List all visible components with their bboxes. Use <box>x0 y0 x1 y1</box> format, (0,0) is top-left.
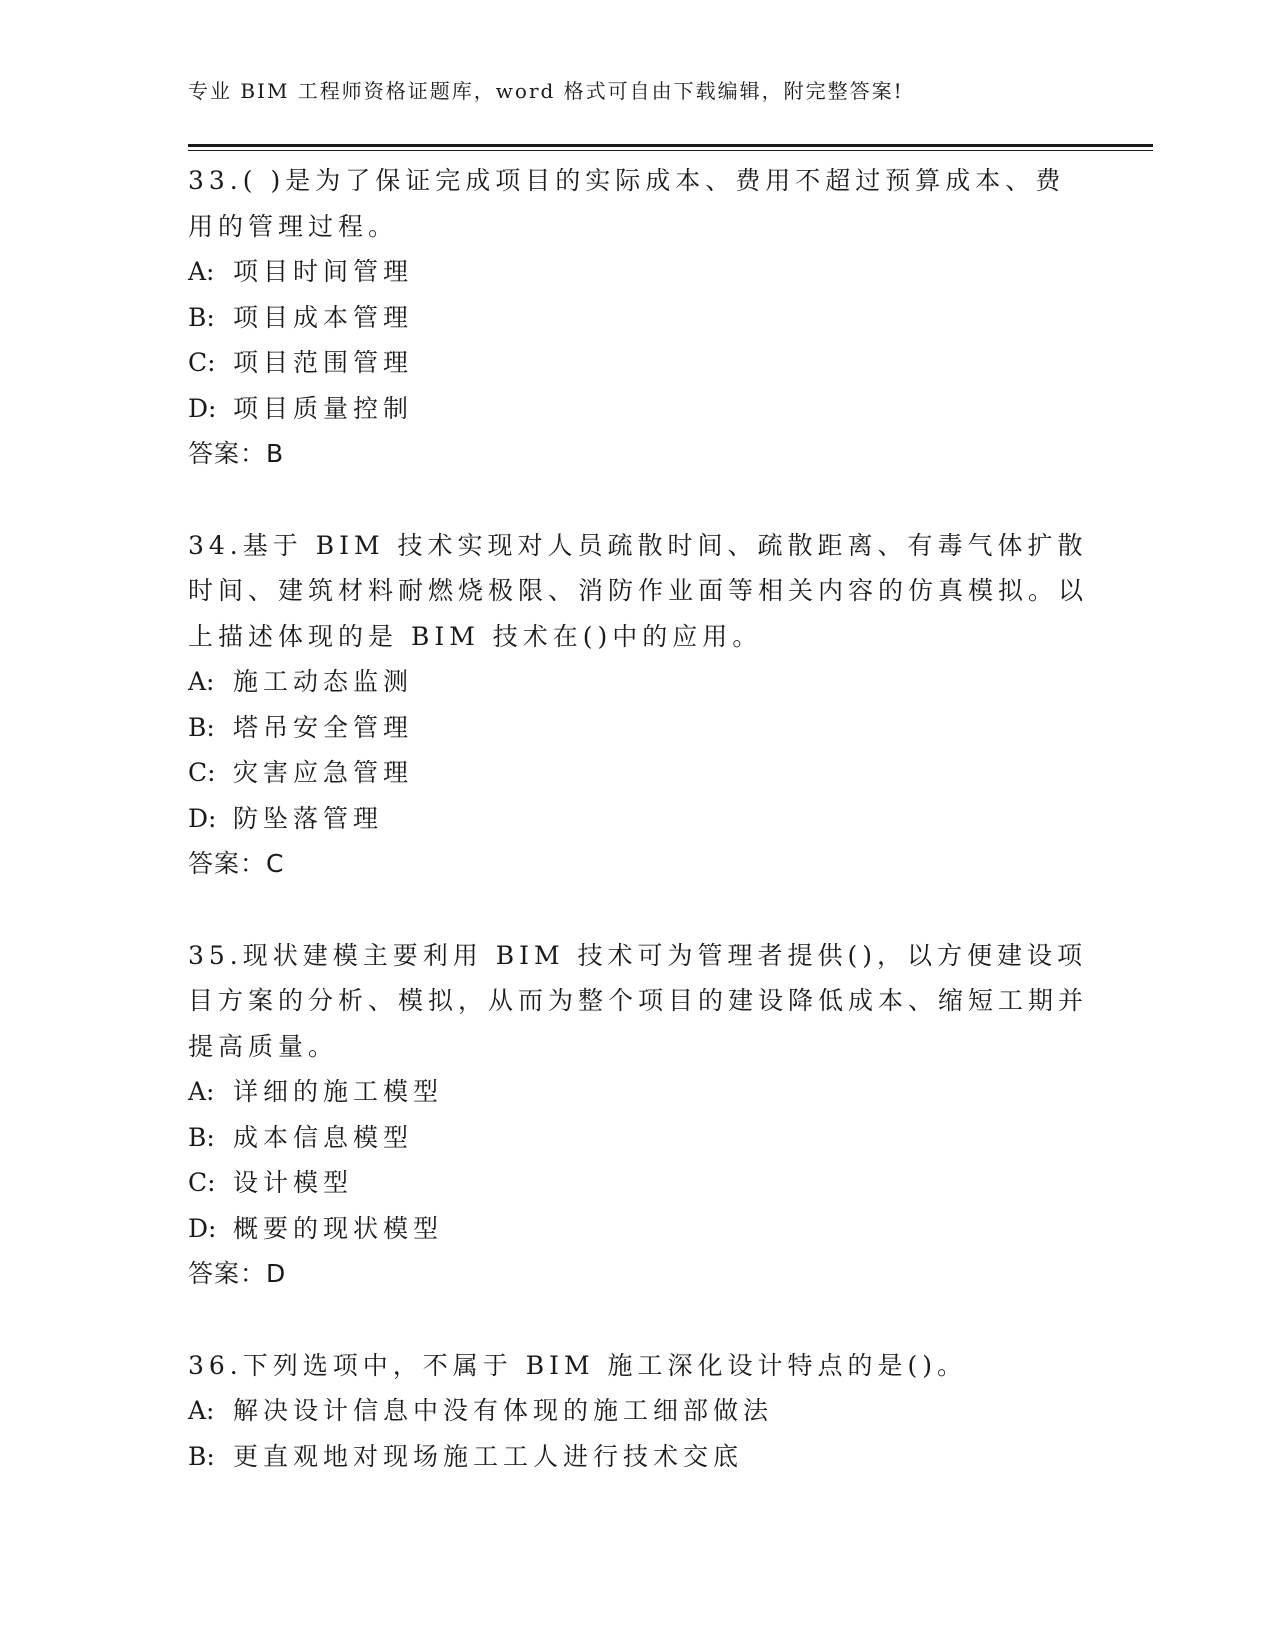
option-text: 成本信息模型 <box>233 1122 414 1152</box>
option-a <box>188 659 1088 705</box>
option-text: 灾害应急管理 <box>233 758 414 787</box>
question-stem: 35.现状建模主要利用 BIM 技术可为管理者提供()，以方便建设项目方案的分析、模拟，从而为整个项目的建设降低成本、缩短工期并提高质量。 <box>188 940 1089 1061</box>
option-b <box>188 295 1088 341</box>
option-text: 塔吊安全管理 <box>233 712 414 742</box>
option-letter: C: <box>188 1168 216 1197</box>
option-text: 详细的施工模型 <box>233 1077 444 1106</box>
option-text: 项目时间管理 <box>233 257 414 286</box>
option-text: 防坠落管理 <box>233 803 384 833</box>
option-text: 施工动态监测 <box>233 667 414 696</box>
question-33 <box>188 158 1088 477</box>
option-b <box>188 705 1088 751</box>
option-letter: A: <box>188 667 215 696</box>
option-text: 项目成本管理 <box>233 302 414 332</box>
option-d <box>188 386 1088 432</box>
option-d <box>188 1206 1088 1252</box>
option-text: 项目范围管理 <box>233 348 414 377</box>
header-rule-thin <box>188 150 1153 151</box>
option-a <box>188 249 1088 295</box>
question-list <box>188 158 1088 1525</box>
answer-line: 答案：B <box>188 439 285 468</box>
option-c <box>188 750 1088 796</box>
question-34 <box>188 523 1088 887</box>
option-letter: B: <box>188 1122 215 1152</box>
option-letter: D: <box>188 803 217 833</box>
option-text: 概要的现状模型 <box>233 1213 444 1243</box>
option-b <box>188 1115 1088 1161</box>
option-text: 项目质量控制 <box>233 393 414 423</box>
option-letter: D: <box>188 393 217 423</box>
question-stem: 36.下列选项中，不属于 BIM 施工深化设计特点的是()。 <box>188 1350 968 1380</box>
question-35 <box>188 933 1088 1297</box>
option-letter: A: <box>188 1077 215 1106</box>
option-letter: D: <box>188 1213 217 1243</box>
answer-line: 答案：D <box>188 1259 287 1288</box>
header-rule-thick <box>188 144 1153 147</box>
option-letter: B: <box>188 1441 215 1471</box>
option-letter: B: <box>188 302 215 332</box>
option-letter: C: <box>188 348 216 377</box>
answer-line: 答案：C <box>188 849 285 878</box>
option-d <box>188 796 1088 842</box>
option-c <box>188 340 1088 386</box>
option-c <box>188 1160 1088 1206</box>
page-header: 专业 BIM 工程师资格证题库，word 格式可自由下载编辑，附完整答案! <box>188 79 904 103</box>
question-36 <box>188 1343 1088 1480</box>
option-a <box>188 1388 1088 1434</box>
option-letter: C: <box>188 758 216 787</box>
option-text: 解决设计信息中没有体现的施工细部做法 <box>233 1396 774 1425</box>
option-b <box>188 1434 1088 1480</box>
option-letter: A: <box>188 1396 215 1425</box>
option-letter: A: <box>188 257 215 286</box>
question-stem: 33.( )是为了保证完成项目的实际成本、费用不超过预算成本、费用的管理过程。 <box>188 166 1066 241</box>
option-text: 更直观地对现场施工工人进行技术交底 <box>233 1441 744 1471</box>
question-stem: 34.基于 BIM 技术实现对人员疏散时间、疏散距离、有毒气体扩散时间、建筑材料耐燃烧极限、消防作业面等相关内容的仿真模拟。以上描述体现的是 BIM 技术在()中的应用。 <box>188 530 1089 651</box>
option-a <box>188 1069 1088 1115</box>
option-text: 设计模型 <box>233 1168 354 1197</box>
option-letter: B: <box>188 712 215 742</box>
